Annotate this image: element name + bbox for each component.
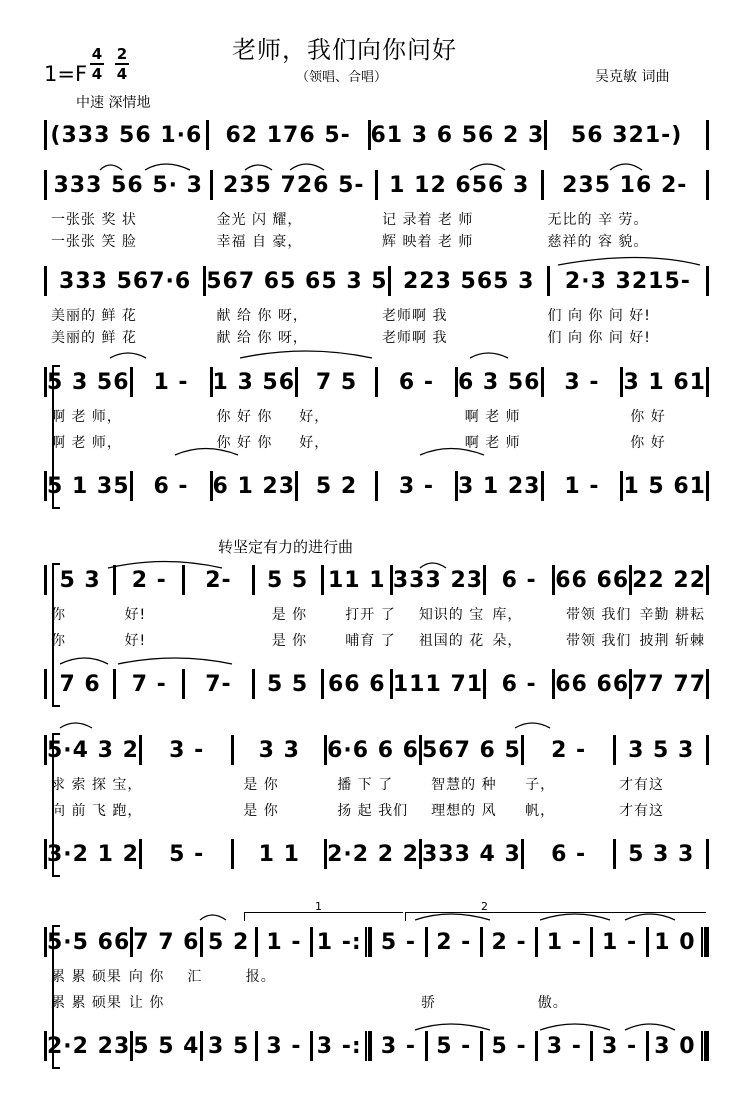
lyric-cell: 让 你 <box>128 995 165 1011</box>
lyric-line <box>44 431 709 453</box>
measure: 6 - <box>153 473 189 499</box>
lyric-cell: 帆， <box>525 803 556 819</box>
barline <box>365 927 372 957</box>
measure: 2 - <box>551 737 587 763</box>
lyric-cell: 老师啊 我 <box>382 330 448 346</box>
notation-line <box>44 365 709 399</box>
lyric-line <box>44 326 709 348</box>
lyric-cell: 献 给 你 呀， <box>216 308 308 324</box>
lyric-cell: 披荆 斩棘 <box>639 633 705 649</box>
song-title: 老师，我们向你问好 <box>232 36 457 64</box>
final-barline <box>701 927 709 957</box>
notation-line <box>44 667 709 701</box>
measure: 1 - <box>602 929 638 955</box>
measure: 62 176 5- <box>225 122 351 148</box>
lyric-cell: 朵， <box>492 633 523 649</box>
barline <box>706 669 709 699</box>
lyric-cell: 好! <box>124 607 147 623</box>
measure: 3 - <box>602 1033 638 1059</box>
measure: 3 - <box>546 1033 582 1059</box>
measure: 5 - <box>380 929 417 955</box>
measure: 5 5 4 <box>133 1033 200 1059</box>
measure: 1 5 61 <box>623 473 706 499</box>
measure: 5·4 3 2 <box>47 737 139 763</box>
song-subtitle: （领唱、合唱） <box>296 70 388 85</box>
lyric-cell: 美丽的 鲜 花 <box>51 308 137 324</box>
measure: 2 - <box>131 567 167 593</box>
lyric-line <box>44 304 709 326</box>
measure: 5·5 66 <box>47 929 131 955</box>
key-signature: 1=F <box>44 62 88 86</box>
measure: 3 - <box>564 369 600 395</box>
measure: 6·6 6 6 <box>327 737 419 763</box>
measure: 2·3 3215- <box>564 268 691 294</box>
lyric-cell: 好! <box>124 633 147 649</box>
notation-line <box>44 837 709 871</box>
lyric-cell: 知识的 宝 <box>418 607 485 623</box>
measure: 6 - <box>501 671 537 697</box>
lyric-cell: 慈祥的 容 貌。 <box>547 234 649 250</box>
measure: 2 - <box>436 929 472 955</box>
tempo-marking: 中速 深情地 <box>76 95 151 111</box>
barline <box>706 266 709 296</box>
lyric-line <box>44 773 709 795</box>
lyric-cell: 祖国的 花 <box>418 633 485 649</box>
lyric-cell: 老师啊 我 <box>382 308 448 324</box>
measure: 333 23 <box>392 567 484 593</box>
lyric-cell: 们 向 你 问 好! <box>547 308 651 324</box>
measure: 5 - <box>491 1033 527 1059</box>
measure: 5 3 56 <box>47 369 130 395</box>
measure: 3 1 61 <box>623 369 706 395</box>
measure: 1 - <box>266 929 302 955</box>
notation-line <box>44 925 709 959</box>
measure: 56 321-) <box>570 122 683 148</box>
slur-arc <box>200 915 226 920</box>
lyric-cell: 好， <box>299 435 330 451</box>
notation-line <box>44 168 709 202</box>
barline <box>706 839 709 869</box>
measure: 3 0 <box>654 1033 696 1059</box>
measure: 2·2 23 <box>47 1033 131 1059</box>
measure: 5 2 <box>208 929 250 955</box>
measure: (333 56 1·6 <box>50 122 203 148</box>
measure: 5 5 <box>266 567 309 593</box>
lyric-cell: 记 录着 老 师 <box>382 212 474 228</box>
lyric-cell: 骄 <box>420 995 436 1011</box>
slur-arc <box>60 723 92 728</box>
measure: 1 - <box>153 369 189 395</box>
notation-line <box>44 264 709 298</box>
lyric-cell: 啊 老 师， <box>51 409 122 425</box>
barline <box>706 471 709 501</box>
slur-arc <box>60 658 108 664</box>
measure: 333 4 3 <box>421 841 521 867</box>
lyric-cell: 辉 映着 老 师 <box>382 234 474 250</box>
measure: 567 65 65 3 5 <box>206 268 388 294</box>
measure: 3 3 <box>258 737 300 763</box>
measure: 5 - <box>169 841 205 867</box>
time-signature-2-4 <box>115 46 129 82</box>
measure: 6 - <box>501 567 537 593</box>
measure: 6 - <box>551 841 587 867</box>
measure: 6 3 56 <box>457 369 541 395</box>
measure: 7 - <box>131 671 167 697</box>
time-signature-4-4 <box>90 46 104 82</box>
lyric-cell: 一张张 笑 脸 <box>51 234 137 250</box>
lyric-cell: 傲。 <box>537 995 568 1011</box>
measure: 235 726 5- <box>222 172 365 198</box>
measure: 3·2 1 2 <box>47 841 139 867</box>
second-ending-number: 2 <box>481 900 488 913</box>
measure: 7- <box>205 671 232 697</box>
slur-arc <box>515 723 550 728</box>
lyric-cell: 幸福 自 豪， <box>216 234 303 250</box>
lyric-cell: 辛勤 耕耘 <box>639 607 705 623</box>
measure: 3 - <box>380 1033 417 1059</box>
measure: 1 - <box>564 473 600 499</box>
lyric-line <box>44 230 709 252</box>
measure: 6 1 23 <box>212 473 296 499</box>
lyric-cell: 带领 我们 <box>565 607 632 623</box>
measure: 6 - <box>398 369 435 395</box>
notation-line <box>44 118 709 152</box>
barline <box>706 120 709 150</box>
lyric-cell: 累 累 硕果 <box>51 969 122 985</box>
lyric-cell: 一张张 奖 状 <box>51 212 137 228</box>
measure: 3 5 3 <box>628 737 695 763</box>
measure: 61 3 6 56 2 3 <box>370 122 545 148</box>
lyric-line <box>44 991 709 1013</box>
lyric-cell: 是 你 <box>243 777 279 793</box>
lyric-cell: 播 下 了 <box>337 777 394 793</box>
measure: 2·2 2 2 <box>327 841 419 867</box>
measure: 3 - <box>266 1033 302 1059</box>
slur-arc <box>118 658 232 664</box>
measure: 567 6 5 <box>421 737 521 763</box>
measure: 2- <box>205 567 232 593</box>
lyric-cell: 理想的 风 <box>431 803 497 819</box>
lyric-cell: 报。 <box>245 969 276 985</box>
slur-arc <box>110 353 146 358</box>
measure: 5 5 <box>266 671 309 697</box>
lyric-cell: 库， <box>492 607 523 623</box>
measure: 3 - <box>398 473 435 499</box>
measure: 111 71 <box>392 671 484 697</box>
lyric-cell: 才有这 <box>619 777 665 793</box>
lyric-cell: 打开 了 <box>345 607 396 623</box>
lyric-cell: 献 给 你 呀， <box>216 330 308 346</box>
lyric-cell: 哺育 了 <box>345 633 396 649</box>
lyric-cell: 无比的 辛 劳。 <box>547 212 649 228</box>
time-sig-denominator: 4 <box>116 65 128 83</box>
measure: 1 -: <box>316 929 362 955</box>
measure: 333 56 5· 3 <box>53 172 203 198</box>
slur-arc <box>470 353 508 358</box>
composer-credit: 吴克敏 词曲 <box>595 69 670 85</box>
measure: 5 - <box>436 1033 472 1059</box>
time-sig-numerator: 4 <box>91 45 103 63</box>
lyric-line <box>44 405 709 427</box>
second-ending-bracket <box>405 900 706 921</box>
measure: 66 6 <box>327 671 386 697</box>
measure: 7 7 6 <box>133 929 200 955</box>
march-tempo-marking: 转坚定有力的进行曲 <box>218 538 354 556</box>
barline <box>706 565 709 595</box>
notation-line <box>44 563 709 597</box>
lyric-line <box>44 799 709 821</box>
barline <box>365 1031 372 1061</box>
lyric-cell: 你 好 你 <box>216 435 273 451</box>
measure: 5 3 3 <box>628 841 695 867</box>
barline <box>706 367 709 397</box>
measure: 77 77 <box>632 671 707 697</box>
measure: 223 565 3 <box>402 268 535 294</box>
lyric-cell: 是 你 <box>271 633 308 649</box>
measure: 1 0 <box>654 929 696 955</box>
lyric-cell: 啊 老 师， <box>51 435 122 451</box>
lyric-cell: 向 你 <box>128 969 165 985</box>
measure: 3 5 <box>208 1033 250 1059</box>
lyric-cell: 你 <box>51 607 66 623</box>
lyric-cell: 是 你 <box>243 803 279 819</box>
first-ending-number: 1 <box>315 900 322 913</box>
lyric-cell: 累 累 硕果 <box>51 995 122 1011</box>
lyric-line <box>44 629 709 651</box>
time-sig-numerator: 2 <box>116 45 128 63</box>
lyric-cell: 带领 我们 <box>565 633 632 649</box>
lyric-cell: 们 向 你 问 好! <box>547 330 651 346</box>
measure: 235 16 2- <box>562 172 688 198</box>
measure: 66 66 <box>555 671 630 697</box>
lyric-cell: 才有这 <box>619 803 665 819</box>
lyric-cell: 向 前 飞 跑， <box>51 803 143 819</box>
measure: 3 -: <box>316 1033 362 1059</box>
barline <box>706 170 709 200</box>
lyric-cell: 你 <box>51 633 66 649</box>
lyric-cell: 求 索 探 宝， <box>51 777 143 793</box>
lyric-cell: 汇 <box>187 969 203 985</box>
lyric-cell: 你 好 <box>630 409 666 425</box>
final-barline <box>701 1031 709 1061</box>
measure: 1 - <box>546 929 582 955</box>
lyric-cell: 啊 老 师 <box>464 435 521 451</box>
measure: 333 567·6 <box>59 268 192 294</box>
measure: 1 12 656 3 <box>389 172 530 198</box>
lyric-cell: 你 好 <box>630 435 666 451</box>
lyric-line <box>44 603 709 625</box>
measure: 5 2 <box>315 473 358 499</box>
lyric-cell: 子， <box>525 777 556 793</box>
lyric-line <box>44 965 709 987</box>
measure: 7 6 <box>59 671 101 697</box>
time-sig-denominator: 4 <box>91 65 103 83</box>
measure: 66 66 <box>555 567 630 593</box>
barline <box>706 735 709 765</box>
measure: 1 1 <box>258 841 300 867</box>
lyric-cell: 美丽的 鲜 花 <box>51 330 137 346</box>
lyric-cell: 好， <box>299 409 330 425</box>
lyric-cell: 金光 闪 耀， <box>216 212 303 228</box>
first-ending-bracket <box>244 900 403 921</box>
lyric-line <box>44 208 709 230</box>
score-header <box>0 0 750 118</box>
lyric-cell: 你 好 你 <box>216 409 273 425</box>
measure: 1 3 56 <box>212 369 296 395</box>
measure: 5 1 35 <box>47 473 130 499</box>
lyric-cell: 扬 起 我们 <box>337 803 409 819</box>
measure: 3 - <box>169 737 205 763</box>
measure: 3 1 23 <box>457 473 541 499</box>
lyric-cell: 是 你 <box>271 607 308 623</box>
slur-arc <box>240 351 372 358</box>
lyric-cell: 智慧的 种 <box>431 777 497 793</box>
measure: 7 5 <box>315 369 358 395</box>
measure: 5 3 <box>59 567 101 593</box>
notation-line <box>44 733 709 767</box>
measure: 2 - <box>491 929 527 955</box>
measure: 22 22 <box>632 567 707 593</box>
notation-line <box>44 1029 709 1063</box>
notation-line <box>44 469 709 503</box>
measure: 11 1 <box>327 567 386 593</box>
lyric-cell: 啊 老 师 <box>464 409 521 425</box>
